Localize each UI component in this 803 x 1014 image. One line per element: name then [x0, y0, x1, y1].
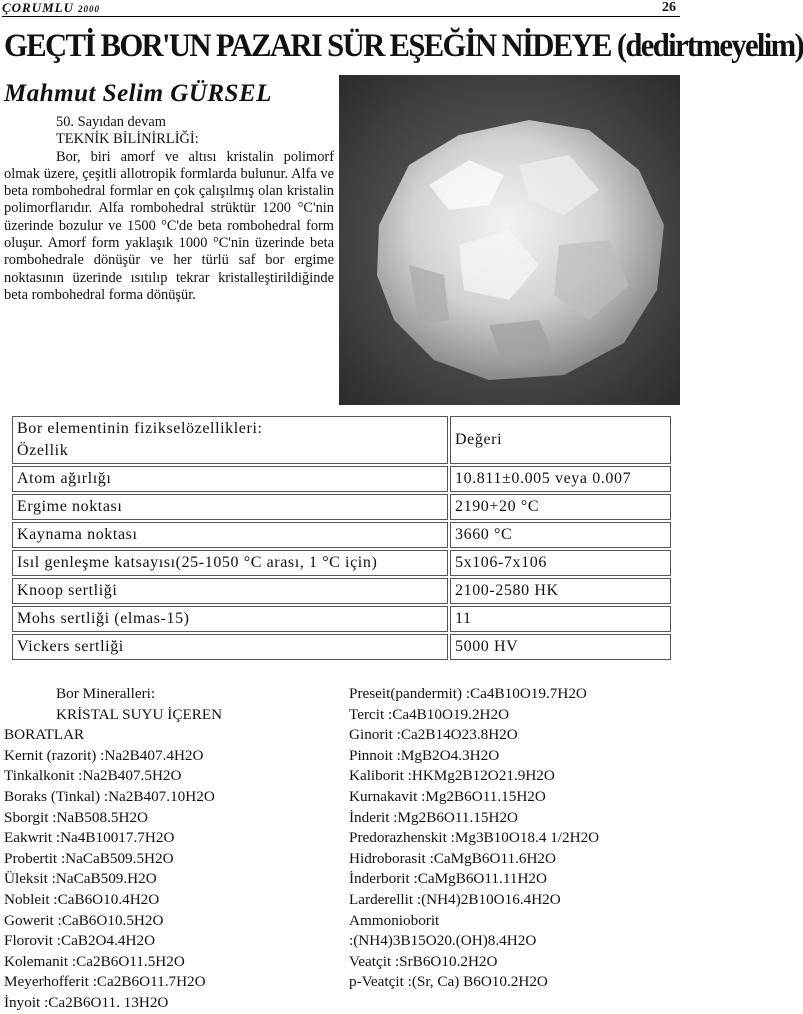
boron-properties-table — [10, 414, 673, 662]
minerals-left-column — [4, 684, 334, 1014]
table-row — [12, 634, 671, 660]
value-cell: 10.811±0.005 veya 0.007 — [450, 466, 671, 492]
list-item: İnderborit :CaMgB6O11.11H2O — [349, 870, 547, 888]
table-header-property: Özellik — [17, 442, 69, 459]
table-title: Bor elementinin fizikselözellikleri: — [17, 420, 263, 437]
article-headline: GEÇTİ BOR'UN PAZARI SÜR EŞEĞİN NİDEYE (dedirtmeyelim) — [4, 28, 803, 64]
table-row — [12, 578, 671, 604]
list-item: :(NH4)3B15O20.(OH)8.4H2O — [349, 932, 537, 950]
value-cell: 2190+20 °C — [450, 494, 671, 520]
list-item: Predorazhenskit :Mg3B10O18.4 1/2H2O — [349, 829, 600, 847]
table-row — [12, 466, 671, 492]
list-item: Kurnakavit :Mg2B6O11.15H2O — [349, 787, 546, 805]
article-author: Mahmut Selim GÜRSEL — [4, 80, 272, 107]
continued-note: 50. Sayıdan devam — [56, 114, 166, 130]
table-row — [12, 522, 671, 548]
list-item: p-Veatçit :(Sr, Ca) B6O10.2H2O — [349, 973, 548, 991]
property-cell: Atom ağırlığı — [12, 466, 448, 492]
list-item: Tinkalkonit :Na2B407.5H2O — [4, 767, 182, 785]
table-row — [12, 606, 671, 632]
table-header-row — [12, 416, 671, 464]
page-number: 26 — [662, 0, 676, 15]
header-rule — [2, 16, 680, 17]
boron-mineral-photo — [339, 75, 680, 405]
list-item: Ginorit :Ca2B14O23.8H2O — [349, 726, 518, 744]
list-item: Sborgit :NaB508.5H2O — [4, 808, 149, 826]
masthead-year: 2000 — [78, 4, 101, 14]
list-item: Veatçit :SrB6O10.2H2O — [349, 952, 498, 970]
property-cell: Kaynama noktası — [12, 522, 448, 548]
masthead — [2, 0, 100, 16]
intro-text — [4, 114, 334, 304]
value-cell: 2100-2580 HK — [450, 578, 671, 604]
list-item: İnderit :Mg2B6O11.15H2O — [349, 808, 519, 826]
list-item: Ammonioborit — [349, 911, 440, 929]
minerals-heading: Bor Mineralleri: — [56, 685, 156, 702]
property-cell: Knoop sertliği — [12, 578, 448, 604]
minerals-group: BORATLAR — [4, 726, 85, 744]
section-heading: TEKNİK BİLİNİRLİĞİ: — [56, 131, 199, 148]
list-item: Pinnoit :MgB2O4.3H2O — [349, 746, 500, 764]
list-item: Hidroborasit :CaMgB6O11.6H2O — [349, 849, 556, 867]
value-cell: 5000 HV — [450, 634, 671, 660]
minerals-subheading: KRİSTAL SUYU İÇEREN — [56, 705, 223, 723]
table-header-left — [12, 416, 448, 464]
list-item: Eakwrit :Na4B10017.7H2O — [4, 829, 175, 847]
list-item: Florovit :CaB2O4.4H2O — [4, 932, 156, 950]
list-item: Kaliborit :HKMg2B12O21.9H2O — [349, 767, 555, 785]
list-item: Nobleit :CaB6O10.4H2O — [4, 890, 160, 908]
masthead-title: ÇORUMLU — [2, 0, 75, 15]
property-cell: Vickers sertliği — [12, 634, 448, 660]
value-cell: 3660 °C — [450, 522, 671, 548]
list-item: Tercit :Ca4B10O19.2H2O — [349, 705, 510, 723]
list-item: Boraks (Tinkal) :Na2B407.10H2O — [4, 787, 215, 805]
list-item: Kernit (razorit) :Na2B407.4H2O — [4, 746, 204, 764]
intro-paragraph: Bor, biri amorf ve altısı kristalin polimorf olmak üzere, çeşitli allotropik formlarda bulunur. Alfa ve beta rombohedral formlar en çok çalışılmış olan kristalin polimorflarıdır. Alfa rombohedral strüktür 1200 °C'nin üzerinde bozulur ve 1500 °C'de beta rombohedral form oluşur. Amorf form yaklaşık 1000 °C'nin üzerinde beta rombohedrale dönüşür ve her türlü saf bor ergime noktasının üzerinde ısıtılıp tekrar kristalleştirildiğinde beta rombohedral forma dönüşür. — [4, 148, 334, 303]
table-row — [12, 550, 671, 576]
value-cell: 5x106-7x106 — [450, 550, 671, 576]
property-cell: Mohs sertliği (elmas-15) — [12, 606, 448, 632]
page-header — [0, 0, 684, 18]
property-cell: Ergime noktası — [12, 494, 448, 520]
list-item: Üleksit :NaCaB509.H2O — [4, 870, 157, 888]
list-item: Larderellit :(NH4)2B10O16.4H2O — [349, 890, 561, 908]
list-item: Kolemanit :Ca2B6O11.5H2O — [4, 952, 185, 970]
list-item: İnyoit :Ca2B6O11. 13H2O — [4, 993, 169, 1011]
table-row — [12, 494, 671, 520]
value-cell: 11 — [450, 606, 671, 632]
list-item: Meyerhofferit :Ca2B6O11.7H2O — [4, 973, 206, 991]
property-cell: Isıl genleşme katsayısı(25-1050 °C arası, 1 °C için) — [12, 550, 448, 576]
list-item: Probertit :NaCaB509.5H2O — [4, 849, 174, 867]
table-header-value: Değeri — [450, 416, 671, 464]
list-item: Gowerit :CaB6O10.5H2O — [4, 911, 164, 929]
minerals-right-column — [349, 684, 679, 993]
list-item: Preseit(pandermit) :Ca4B10O19.7H2O — [349, 685, 587, 702]
